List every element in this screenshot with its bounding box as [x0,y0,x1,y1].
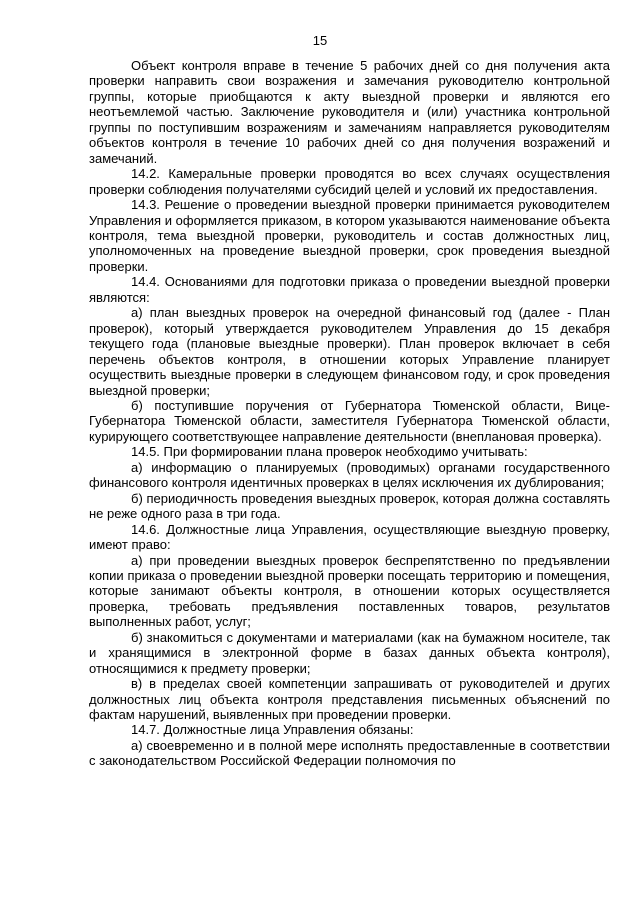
page-number: 15 [312,33,328,48]
paragraph: а) своевременно и в полной мере исполнять предоставленные в соответствии с законодательством Российской Федерации полномочия по [89,737,610,769]
paragraph: б) поступившие поручения от Губернатора Тюменской области, Вице-Губернатора Тюменской области, заместителя Губернатора Тюменской области, курирующего соответствующее направление деятельности (внеплановая проверка). [89,397,610,444]
paragraph: а) план выездных проверок на очередной финансовый год (далее - План проверок), который утверждается руководителем Управления до 15 декабря текущего года (плановые выездные проверки). План проверок включает в себя перечень объектов контроля, в отношении которых Управление планирует осуществить выездные проверки в следующем финансовом году, и срок проведения выездной проверки; [89,305,610,398]
paragraph: а) при проведении выездных проверок беспрепятственно по предъявлении копии приказа о проведении выездной проверки посещать территорию и помещения, которые занимают объекты контроля, в отношении которых осуществляется проверка, требовать предъявления поставленных товаров, результатов выполненных работ, услуг; [89,552,610,630]
paragraph: 14.4. Основаниями для подготовки приказа о проведении выездной проверки являются: [89,274,610,305]
paragraph: а) информацию о планируемых (проводимых) органами государственного финансового контроля идентичных проверках в целях исключения их дублирования; [89,459,610,491]
paragraph: 14.7. Должностные лица Управления обязаны: [131,722,414,738]
paragraph: в) в пределах своей компетенции запрашивать от руководителей и других должностных лиц объекта контроля представления письменных объяснений по фактам нарушений, выявленных при проведении проверки. [89,676,610,723]
paragraph: 14.3. Решение о проведении выездной проверки принимается руководителем Управления и оформляется приказом, в котором указываются наименование объекта контроля, тема выездной проверки, руководитель и состав должностных лиц, уполномоченных на проведение выездной проверки, срок проведения выездной проверки. [89,197,610,274]
paragraph: б) знакомиться с документами и материалами (как на бумажном носителе, так и хранящимися в электронной форме в базах данных объекта контроля), относящимися к предмету проверки; [89,629,610,676]
paragraph: 14.6. Должностные лица Управления, осуществляющие выездную проверку, имеют право: [89,521,610,553]
page-body [89,58,610,769]
paragraph: Объект контроля вправе в течение 5 рабочих дней со дня получения акта проверки направить свои возражения и замечания руководителю контрольной группы, которые приобщаются к акту выездной проверки и являются его неотъемлемой частью. Заключение руководителя и (или) участника контрольной группы по поступившим возражениям и замечаниям направляется руководителям объектов контроля в течение 10 рабочих дней со дня получения возражений и замечаний. [89,58,610,166]
paragraph: б) периодичность проведения выездных проверок, которая должна составлять не реже одного раза в три года. [89,490,610,522]
paragraph: 14.5. При формировании плана проверок необходимо учитывать: [131,444,528,460]
paragraph: 14.2. Камеральные проверки проводятся во всех случаях осуществления проверки соблюдения получателями субсидий целей и условий их предоставления. [89,166,610,197]
